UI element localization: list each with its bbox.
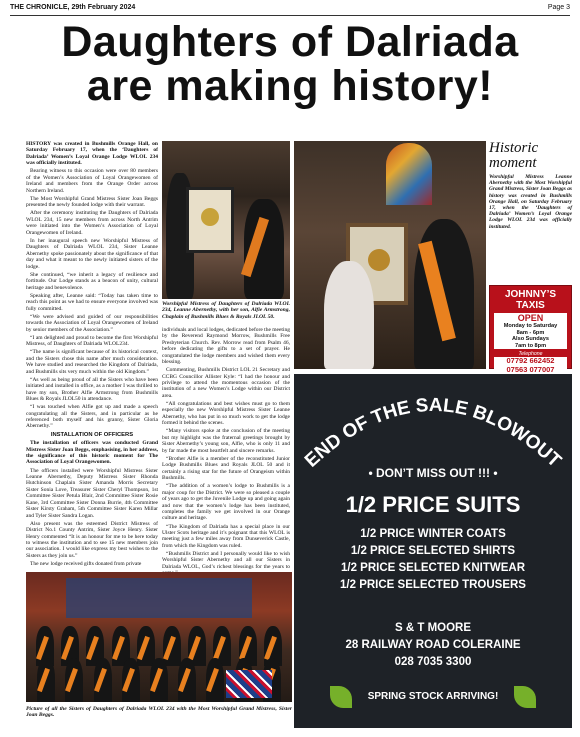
article-paragraph: individuals and local lodges, dedicated before the meeting by the Reverend Raymond Morrow, Bushmills Free Presbyterian Church. Rev. Morrow read from Psalm 46, before dedicating the gifts to a set of prayer. He congratulated the lodge members and wished them every blessing. bbox=[162, 327, 290, 366]
sale-item: 1/2 PRICE WINTER COATS bbox=[360, 528, 506, 540]
sidebar-caption: Worshipful Mistress Leanne Abernethy with the Most Worshipful Grand Mistress, Sister Joan Beggs as history was created in Bushmills Orange Hall, on Saturday February 17, when the ‘Daughters of Dalriada’ Women’s Loyal Orange Lodge WLOL 234 was officially instituted. bbox=[489, 174, 572, 230]
article-paragraph: The officers installed were Worshipful Mistress Sister Leanne Abernethy, Deputy Mistress Sister Rhonda Hutchinson Chaplain Sister Amanda Morris Secretary Sister Sonia Love, Treasurer Sister Cheryl Thompson, 1st Committee Sister Petula Blair, 2nd Committee Sister Rosie Kane, 3rd Committee Sister Donna Burrie, 4th Committee Sister Kirsty Graham, 5th Committee Sister Karen Millar and Tyler Sister Sandra Logan. bbox=[26, 467, 158, 519]
taxi-hours: 8am - 6pm bbox=[494, 330, 567, 337]
article-paragraph: “I am delighted and proud to become the first Worshipful Mistress, of Daughters of Dalriada WLOL234. bbox=[26, 334, 158, 348]
article-paragraph: “The Kingdom of Dalriada has a special place in our Ulster Scots heritage and it’s poignant that this WLOL is meeting just a few miles away from Dunseverick Castle, from which the Kingdom was ruled. bbox=[162, 523, 290, 549]
page-number: Page 3 bbox=[547, 4, 570, 11]
article-paragraph: The new lodge received gifts donated from private bbox=[30, 560, 142, 567]
sale-advert bbox=[294, 374, 572, 728]
article-paragraph: The Most Worshipful Grand Mistress Sister Joan Beggs presented the newly founded lodge with their warrant. bbox=[26, 195, 158, 209]
store-address: 28 RAILWAY ROAD COLERAINE bbox=[345, 639, 521, 651]
sale-items-list bbox=[294, 526, 572, 594]
article-paragraph: She continued, “we inherit a legacy of resilience and fortitude. Our Lodge stands as a beacon of unity, cultural heritage and benevolence. bbox=[26, 271, 158, 291]
sale-item: 1/2 PRICE SELECTED SHIRTS bbox=[350, 545, 516, 557]
sale-arc-graphic bbox=[294, 374, 572, 474]
taxi-open: OPEN bbox=[494, 313, 567, 323]
sale-item: 1/2 PRICE SELECTED TROUSERS bbox=[340, 579, 526, 591]
taxi-hours: 7am to 8pm bbox=[494, 343, 567, 350]
dont-miss-out: • DON’T MISS OUT !!! • bbox=[368, 466, 498, 480]
article-paragraph: Bearing witness to this occasion were over 80 members of the Women’s Association of Loyal Orangewomen of Ireland and members from the Orange Order across Northern Ireland. bbox=[26, 168, 158, 194]
taxi-phone-number: 07792 662452 bbox=[494, 357, 567, 366]
photo-caption: Worshipful Mistress of Daughters of Dalriada WLOL 234, Leanne Abernethy, with her son, Alfie Armstrong, Chaplain of Bushmills Blues & Royals JLOL 50. bbox=[162, 301, 290, 320]
photo-historic-moment bbox=[294, 141, 486, 369]
half-price-suits: 1/2 PRICE SUITS bbox=[345, 492, 521, 517]
photo-group-sisters bbox=[26, 572, 292, 702]
headline-line-2: are making history! bbox=[86, 62, 494, 110]
article-paragraph: “We were advised and guided of our responsibilities towards the Association of Loyal Orangewomen of Ireland by senior members of the Association.” bbox=[26, 313, 158, 333]
masthead bbox=[10, 4, 570, 16]
publication-date: THE CHRONICLE, 29th February 2024 bbox=[10, 4, 136, 11]
article-paragraph: After the ceremony instituting the Daughters of Dalriada WLOL 234, 15 new members from across North Antrim were initiated into the Women’s Association of Loyal Orangewomen of Ireland. bbox=[26, 210, 158, 236]
historic-moment-sidebar bbox=[489, 141, 572, 230]
article-column-1 bbox=[26, 141, 158, 566]
article-paragraph: “As well as being proud of all the Sisters who have been initiated and installed in office, as a mother I was thrilled to have my son, Brother Alfie Armstrong from Bushmills Blues & Royals JLOL50 in attendance. bbox=[26, 376, 158, 402]
sale-arc-text: END OF THE SALE BLOWOUT bbox=[301, 394, 566, 472]
article-paragraph: Speaking after, Leanne said: “Today has taken time to reach this point as we had to ensure everyone involved was fully committed. bbox=[26, 292, 158, 312]
article-paragraph: “Many visitors spoke at the conclusion of the meeting but my highlight was the fraternal greetings brought by Sister Abernethy’s young son, Alfie, who is only 11 and by far made the most heartfelt and sincere remarks. bbox=[162, 428, 290, 454]
taxi-telephone-label: Telephone bbox=[518, 351, 543, 357]
section-heading: INSTALLATION OF OFFICERS bbox=[50, 431, 134, 438]
photo-caption: Picture of all the Sisters of Daughters of Dalriada WLOL 234 with the Most Worshipful Grand Mistress, Sister Joan Beggs. bbox=[26, 706, 292, 719]
article-column-2 bbox=[162, 327, 290, 569]
taxi-advert bbox=[489, 285, 572, 374]
store-name: S & T MOORE bbox=[394, 622, 472, 634]
photo-mistress-with-son bbox=[162, 141, 290, 299]
article-paragraph: Also present was the esteemed District Mistress of District No.1 County Antrim, Sister Joyce Henry. Sister Henry commented “It is an honour for me to be here today to witness the institution and to see 15 new members join our association. I would like express my best wishes to the Sisters as they join us.” bbox=[26, 520, 158, 559]
taxi-phone-number: 07563 077007 bbox=[494, 366, 567, 375]
article-paragraph: “The name is significant because of its historical context, and the Sisters chose this name after much consideration. We have studied and researched the Kingdom of Dalriada, and Bushmills sits very much within the old Kingdom.” bbox=[26, 349, 158, 375]
article-paragraph: HISTORY was created in Bushmills Orange Hall, on Saturday February 17, when the ‘Daughters of Dalriada’ Women’s Loyal Orange Lodge WLOL 234 was officially instituted. bbox=[26, 141, 158, 167]
article-paragraph: “All congratulations and best wishes must go to them especially the new Worshipful Mistress Sister Leanne Abernethy, who has put in so much work to get the lodge formed it behind the scenes. bbox=[162, 401, 290, 427]
article-paragraph: “The addition of a women’s lodge to Bushmills is a major coup for the District. We were so pleased a couple of years ago to get the Juvenile Lodge up and going again and now that the women’s lodge has been instituted, completes the family we get involved in our Orange culture and heritage. bbox=[162, 483, 290, 522]
store-details bbox=[294, 620, 572, 671]
article-paragraph: “I was touched when Alfie got up and made a speech congratulating all the Sisters, and in particular as he referenced both myself and his granny, Sister Gloria Abernethy.” bbox=[26, 404, 158, 430]
article-paragraph: In her inaugural speech new Worshipful Mistress of Daughters of Dalriada WLOL 234, Sister Leanne Abernethy spoke passionately about the significance of that day and what it meant to the newly initiated sisters of the lodge. bbox=[26, 237, 158, 270]
taxi-name: JOHNNY’S TAXIS bbox=[504, 289, 557, 311]
article-paragraph: Commenting, Bushmills District LOL 21 Secretary and CCBG Councillor Allister Kyle: “I had the honour and privilege to attend the momentous occasion of the institution of a new Women’s Lodge within our District area. bbox=[162, 367, 290, 399]
sale-item: 1/2 PRICE SELECTED KNITWEAR bbox=[340, 562, 526, 574]
article-paragraph: “Brother Alfie is a member of the reconstituted Junior Lodge Bushmills Blues and Royals JLOL 50 and it certainly a rising star for the future of Orangeism within Bushmills. bbox=[162, 455, 290, 482]
spring-stock-banner: SPRING STOCK ARRIVING! bbox=[367, 691, 499, 702]
article-paragraph: The installation of officers was conducted Grand Mistress Sister Joan Beggs, emphasising, in her address, the significance of this historic moment for The Association of Loyal Orangewomen. bbox=[26, 440, 158, 466]
taxi-hours: Monday to Saturday bbox=[494, 323, 567, 330]
page-headline bbox=[10, 20, 570, 108]
article-paragraph: “Bushmills District and I personally would like to wish Worshipful Sister Abernethy and all our Sisters in Dalriada WLOL, God’s richest blessings for the years to bbox=[162, 550, 290, 570]
headline-line-1: Daughters of Dalriada bbox=[61, 18, 519, 66]
sidebar-title: Historic moment bbox=[489, 140, 539, 171]
store-phone: 028 7035 3300 bbox=[394, 656, 472, 668]
taxi-hours: Also Sundays bbox=[494, 336, 567, 343]
